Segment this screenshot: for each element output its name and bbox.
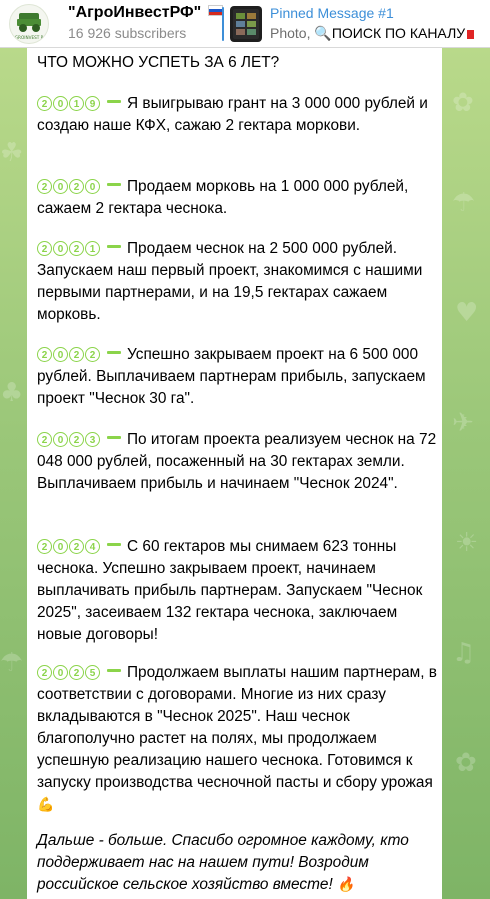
year-digit: 2 bbox=[69, 347, 84, 362]
year-badge bbox=[37, 240, 101, 257]
timeline-entry bbox=[37, 93, 437, 137]
year-digit: 2 bbox=[37, 432, 52, 447]
timeline-entry bbox=[37, 238, 437, 326]
year-digit: 0 bbox=[53, 241, 68, 256]
year-digit: 2 bbox=[69, 241, 84, 256]
channel-avatar[interactable] bbox=[9, 4, 49, 44]
closing-text-body: Дальше - больше. Спасибо огромное каждому, кто поддерживает нас на нашем пути! Возродим российское сельское хозяйство вместе! bbox=[37, 832, 409, 893]
doodle-icon: ♥ bbox=[455, 298, 479, 328]
pinned-bar bbox=[222, 7, 224, 41]
year-digit: 0 bbox=[53, 665, 68, 680]
doodle-icon: ☂ bbox=[0, 648, 24, 678]
dash-icon bbox=[107, 669, 121, 672]
message-title-text: ЧТО МОЖНО УСПЕТЬ ЗА 6 ЛЕТ? bbox=[37, 54, 280, 71]
doodle-icon: ♫ bbox=[452, 638, 476, 668]
dash-icon bbox=[107, 351, 121, 354]
year-digit: 2 bbox=[37, 665, 52, 680]
doodle-icon: ✈ bbox=[452, 408, 474, 438]
doodle-icon: ☘ bbox=[0, 138, 24, 168]
timeline-entry bbox=[37, 176, 437, 220]
year-digit: 2 bbox=[37, 96, 52, 111]
chat-header[interactable] bbox=[0, 0, 490, 48]
year-digit: 2 bbox=[37, 539, 52, 554]
fire-icon: 🔥 bbox=[337, 877, 355, 893]
year-badge bbox=[37, 431, 101, 448]
year-digit: 5 bbox=[85, 665, 100, 680]
pinned-message-title[interactable]: Pinned Message #1 bbox=[270, 5, 394, 21]
pinned-message-preview[interactable] bbox=[270, 25, 474, 42]
red-flag-icon bbox=[467, 30, 474, 39]
timeline-entry bbox=[37, 536, 437, 646]
pinned-text: ПОИСК ПО КАНАЛУ bbox=[331, 25, 466, 41]
pinned-thumbnail[interactable] bbox=[230, 6, 262, 42]
timeline-entry bbox=[37, 662, 437, 816]
doodle-icon: ☀ bbox=[455, 528, 479, 558]
year-digit: 4 bbox=[85, 539, 100, 554]
year-digit: 3 bbox=[85, 432, 100, 447]
magnifier-icon: 🔍 bbox=[314, 26, 332, 42]
entry-text: С 60 гектаров мы снимаем 623 тонны чеснока. Успешно закрываем проект, начинаем выплачивать прибыль партнерам. Запускаем "Чеснок 2025", засеиваем 132 гектара чеснока, заключаем новые договоры! bbox=[37, 538, 423, 643]
doodle-icon: ✿ bbox=[455, 748, 477, 778]
year-digit: 0 bbox=[53, 539, 68, 554]
year-badge bbox=[37, 178, 101, 195]
entry-text: Успешно закрываем проект на 6 500 000 рублей. Выплачиваем партнерам прибыль, запускаем проект "Чеснок 30 га". bbox=[37, 346, 426, 407]
message-title bbox=[37, 52, 279, 74]
entry-text: Я выигрываю грант на 3 000 000 рублей и создаю наше КФХ, сажаю 2 гектара моркови. bbox=[37, 95, 428, 134]
closing-text bbox=[37, 830, 437, 896]
year-badge bbox=[37, 538, 101, 555]
dash-icon bbox=[107, 436, 121, 439]
year-digit: 1 bbox=[69, 96, 84, 111]
year-digit: 0 bbox=[53, 96, 68, 111]
year-digit: 2 bbox=[69, 665, 84, 680]
dash-icon bbox=[107, 543, 121, 546]
dash-icon bbox=[107, 183, 121, 186]
year-digit: 2 bbox=[37, 179, 52, 194]
entry-text: Продаем морковь на 1 000 000 рублей, сажаем 2 гектара чеснока. bbox=[37, 178, 409, 217]
year-digit: 2 bbox=[85, 347, 100, 362]
message-bubble[interactable] bbox=[27, 48, 442, 899]
year-badge bbox=[37, 346, 101, 363]
year-digit: 0 bbox=[53, 347, 68, 362]
year-badge bbox=[37, 664, 101, 681]
doodle-icon: ☂ bbox=[452, 188, 476, 218]
pinned-media-label: Photo, bbox=[270, 25, 311, 41]
avatar-caption: AGROINVEST RF bbox=[12, 35, 46, 40]
year-digit: 0 bbox=[53, 179, 68, 194]
year-badge bbox=[37, 95, 101, 112]
russia-flag-icon bbox=[208, 5, 223, 16]
doodle-icon: ✿ bbox=[452, 88, 474, 118]
year-digit: 2 bbox=[69, 539, 84, 554]
year-digit: 1 bbox=[85, 241, 100, 256]
year-digit: 0 bbox=[53, 432, 68, 447]
dash-icon bbox=[107, 100, 121, 103]
tractor-logo-icon bbox=[10, 5, 48, 43]
doodle-icon: ♣ bbox=[0, 378, 24, 408]
entry-text: Продаем чеснок на 2 500 000 рублей. Запускаем наш первый проект, знакомимся с нашими первыми партнерами, и на 19,5 гектарах сажаем морковь. bbox=[37, 240, 423, 323]
channel-title-text: "АгроИнвестРФ" bbox=[68, 4, 202, 21]
year-digit: 2 bbox=[37, 241, 52, 256]
year-digit: 2 bbox=[69, 179, 84, 194]
timeline-entry bbox=[37, 429, 437, 495]
dash-icon bbox=[107, 245, 121, 248]
year-digit: 2 bbox=[69, 432, 84, 447]
year-digit: 0 bbox=[85, 179, 100, 194]
year-digit: 9 bbox=[85, 96, 100, 111]
flexed-biceps-icon: 💪 bbox=[37, 797, 55, 813]
channel-title[interactable] bbox=[68, 4, 223, 22]
timeline-entry bbox=[37, 344, 437, 410]
year-digit: 2 bbox=[37, 347, 52, 362]
entry-text: По итогам проекта реализуем чеснок на 72 048 000 рублей, посаженный на 30 гектарах земли. Выплачиваем прибыль и начинаем "Чеснок 2024". bbox=[37, 431, 437, 492]
entry-text: Продолжаем выплаты нашим партнерам, в соответствии с договорами. Многие из них сразу вкладываются в "Чеснок 2025". Наш чеснок благополучно растет на полях, мы продолжаем успешную реализацию нашего чеснока. Готовимся к запуску производства чесночной пасты и сбору урожая bbox=[37, 664, 437, 791]
phone-screenshot-icon bbox=[230, 6, 262, 42]
subscriber-count: 16 926 subscribers bbox=[68, 25, 187, 41]
